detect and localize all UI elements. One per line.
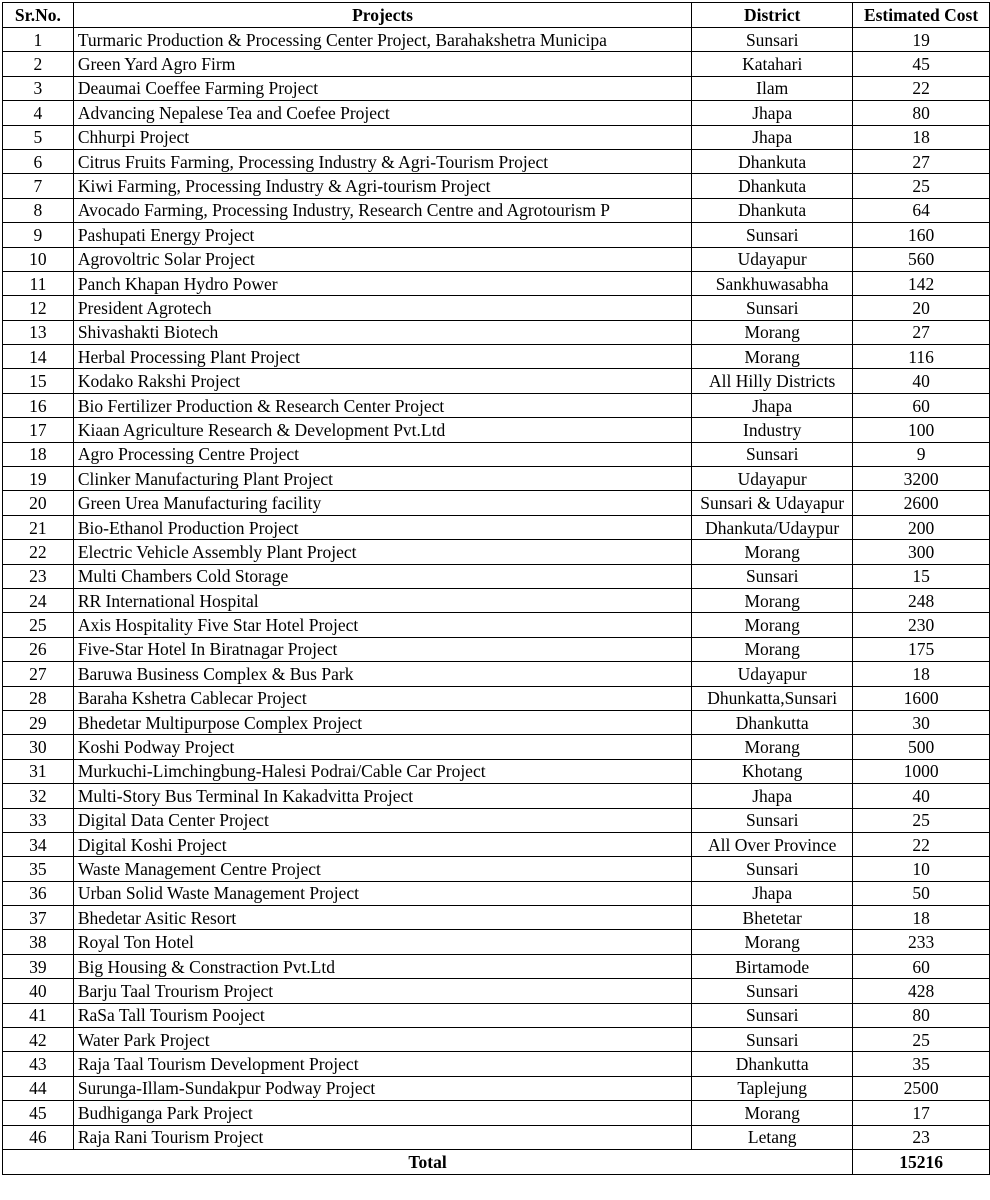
cell-project: Multi Chambers Cold Storage (73, 564, 691, 588)
cell-project: Green Urea Manufacturing facility (73, 491, 691, 515)
cell-district: Jhapa (692, 125, 853, 149)
cell-estimated-cost: 300 (853, 540, 990, 564)
table-row (3, 149, 990, 173)
cell-estimated-cost: 60 (853, 954, 990, 978)
table-row (3, 1125, 990, 1149)
cell-project: Murkuchi-Limchingbung-Halesi Podrai/Cable Car Project (73, 759, 691, 783)
cell-project: Raja Rani Tourism Project (73, 1125, 691, 1149)
cell-district: Morang (692, 930, 853, 954)
cell-sr-no: 24 (3, 588, 74, 612)
cell-district: All Hilly Districts (692, 369, 853, 393)
table-row (3, 247, 990, 271)
cell-estimated-cost: 100 (853, 418, 990, 442)
cell-project: President Agrotech (73, 296, 691, 320)
cell-project: Herbal Processing Plant Project (73, 345, 691, 369)
cell-estimated-cost: 248 (853, 588, 990, 612)
cell-project: Kodako Rakshi Project (73, 369, 691, 393)
cell-sr-no: 39 (3, 954, 74, 978)
cell-sr-no: 40 (3, 979, 74, 1003)
cell-sr-no: 15 (3, 369, 74, 393)
cell-district: Morang (692, 345, 853, 369)
cell-sr-no: 20 (3, 491, 74, 515)
cell-district: Dhankuta (692, 198, 853, 222)
cell-estimated-cost: 18 (853, 662, 990, 686)
cell-estimated-cost: 45 (853, 52, 990, 76)
cell-estimated-cost: 2500 (853, 1076, 990, 1100)
table-body (3, 28, 990, 1150)
cell-estimated-cost: 40 (853, 784, 990, 808)
cell-project: Panch Khapan Hydro Power (73, 271, 691, 295)
cell-project: Multi-Story Bus Terminal In Kakadvitta Project (73, 784, 691, 808)
table-row (3, 393, 990, 417)
cell-district: Taplejung (692, 1076, 853, 1100)
cell-project: Water Park Project (73, 1028, 691, 1052)
cell-project: Electric Vehicle Assembly Plant Project (73, 540, 691, 564)
cell-sr-no: 36 (3, 881, 74, 905)
cell-project: Avocado Farming, Processing Industry, Research Centre and Agrotourism P (73, 198, 691, 222)
cell-estimated-cost: 233 (853, 930, 990, 954)
table-row (3, 906, 990, 930)
cell-sr-no: 28 (3, 686, 74, 710)
cell-sr-no: 11 (3, 271, 74, 295)
table-row (3, 710, 990, 734)
table-row (3, 467, 990, 491)
cell-estimated-cost: 142 (853, 271, 990, 295)
cell-estimated-cost: 1600 (853, 686, 990, 710)
cell-estimated-cost: 3200 (853, 467, 990, 491)
cell-estimated-cost: 10 (853, 857, 990, 881)
cell-sr-no: 38 (3, 930, 74, 954)
table-row (3, 979, 990, 1003)
cell-sr-no: 18 (3, 442, 74, 466)
cell-project: Shivashakti Biotech (73, 320, 691, 344)
table-row (3, 1028, 990, 1052)
cell-estimated-cost: 23 (853, 1125, 990, 1149)
cell-project: Pashupati Energy Project (73, 223, 691, 247)
cell-estimated-cost: 18 (853, 906, 990, 930)
cell-sr-no: 42 (3, 1028, 74, 1052)
cell-estimated-cost: 80 (853, 1003, 990, 1027)
cell-project: Urban Solid Waste Management Project (73, 881, 691, 905)
cell-sr-no: 22 (3, 540, 74, 564)
table-row (3, 52, 990, 76)
cell-district: Sunsari (692, 979, 853, 1003)
cell-sr-no: 12 (3, 296, 74, 320)
cell-estimated-cost: 25 (853, 808, 990, 832)
cell-sr-no: 25 (3, 613, 74, 637)
cell-district: Sankhuwasabha (692, 271, 853, 295)
table-row (3, 857, 990, 881)
cell-sr-no: 34 (3, 832, 74, 856)
cell-district: Morang (692, 588, 853, 612)
cell-project: Citrus Fruits Farming, Processing Industry & Agri-Tourism Project (73, 149, 691, 173)
cell-estimated-cost: 500 (853, 735, 990, 759)
cell-district: Morang (692, 613, 853, 637)
cell-project: Green Yard Agro Firm (73, 52, 691, 76)
cell-project: Agro Processing Centre Project (73, 442, 691, 466)
cell-project: RaSa Tall Tourism Pooject (73, 1003, 691, 1027)
cell-estimated-cost: 560 (853, 247, 990, 271)
table-row (3, 784, 990, 808)
cell-district: Dhankutta (692, 1052, 853, 1076)
cell-estimated-cost: 1000 (853, 759, 990, 783)
table-row (3, 686, 990, 710)
cell-district: Udayapur (692, 662, 853, 686)
cell-district: Morang (692, 735, 853, 759)
cell-estimated-cost: 27 (853, 149, 990, 173)
table-row (3, 662, 990, 686)
table-row (3, 515, 990, 539)
cell-district: Udayapur (692, 467, 853, 491)
cell-project: Digital Koshi Project (73, 832, 691, 856)
cell-district: Sunsari (692, 1028, 853, 1052)
cell-district: Dhankutta (692, 710, 853, 734)
cell-sr-no: 6 (3, 149, 74, 173)
cell-project: Digital Data Center Project (73, 808, 691, 832)
cell-sr-no: 2 (3, 52, 74, 76)
table-row (3, 954, 990, 978)
cell-district: Sunsari (692, 442, 853, 466)
cell-estimated-cost: 19 (853, 28, 990, 52)
cell-district: Dhunkatta,Sunsari (692, 686, 853, 710)
cell-sr-no: 14 (3, 345, 74, 369)
cell-estimated-cost: 9 (853, 442, 990, 466)
cell-district: Jhapa (692, 881, 853, 905)
cell-sr-no: 37 (3, 906, 74, 930)
cell-estimated-cost: 200 (853, 515, 990, 539)
cell-estimated-cost: 35 (853, 1052, 990, 1076)
cell-project: Barju Taal Trourism Project (73, 979, 691, 1003)
cell-project: Raja Taal Tourism Development Project (73, 1052, 691, 1076)
cell-estimated-cost: 40 (853, 369, 990, 393)
cell-sr-no: 7 (3, 174, 74, 198)
table-row (3, 320, 990, 344)
cell-district: Dhankuta (692, 174, 853, 198)
cell-estimated-cost: 22 (853, 832, 990, 856)
cell-project: Waste Management Centre Project (73, 857, 691, 881)
total-label: Total (3, 1149, 853, 1174)
table-row (3, 1003, 990, 1027)
header-projects: Projects (73, 3, 691, 28)
cell-project: Five-Star Hotel In Biratnagar Project (73, 637, 691, 661)
cell-estimated-cost: 80 (853, 101, 990, 125)
cell-sr-no: 13 (3, 320, 74, 344)
cell-district: Morang (692, 320, 853, 344)
cell-project: Bhedetar Asitic Resort (73, 906, 691, 930)
cell-sr-no: 17 (3, 418, 74, 442)
cell-district: Udayapur (692, 247, 853, 271)
cell-sr-no: 10 (3, 247, 74, 271)
cell-sr-no: 29 (3, 710, 74, 734)
cell-district: Sunsari (692, 808, 853, 832)
table-row (3, 881, 990, 905)
cell-project: Advancing Nepalese Tea and Coefee Project (73, 101, 691, 125)
table-row (3, 1101, 990, 1125)
cell-sr-no: 4 (3, 101, 74, 125)
cell-estimated-cost: 116 (853, 345, 990, 369)
cell-estimated-cost: 25 (853, 174, 990, 198)
cell-district: Katahari (692, 52, 853, 76)
table-row (3, 271, 990, 295)
cell-district: Industry (692, 418, 853, 442)
cell-district: Bhetetar (692, 906, 853, 930)
cell-sr-no: 35 (3, 857, 74, 881)
cell-sr-no: 19 (3, 467, 74, 491)
cell-project: Kiwi Farming, Processing Industry & Agri-tourism Project (73, 174, 691, 198)
header-estimated-cost: Estimated Cost (853, 3, 990, 28)
cell-estimated-cost: 18 (853, 125, 990, 149)
cell-sr-no: 16 (3, 393, 74, 417)
table-row (3, 174, 990, 198)
header-sr-no: Sr.No. (3, 3, 74, 28)
cell-project: RR International Hospital (73, 588, 691, 612)
cell-district: Dhankuta/Udaypur (692, 515, 853, 539)
cell-estimated-cost: 27 (853, 320, 990, 344)
cell-project: Bio Fertilizer Production & Research Center Project (73, 393, 691, 417)
table-row (3, 540, 990, 564)
cell-sr-no: 23 (3, 564, 74, 588)
cell-estimated-cost: 17 (853, 1101, 990, 1125)
table-row (3, 125, 990, 149)
cell-district: Jhapa (692, 393, 853, 417)
cell-district: All Over Province (692, 832, 853, 856)
cell-estimated-cost: 25 (853, 1028, 990, 1052)
cell-sr-no: 26 (3, 637, 74, 661)
cell-district: Khotang (692, 759, 853, 783)
cell-project: Turmaric Production & Processing Center Project, Barahakshetra Municipa (73, 28, 691, 52)
header-row (3, 3, 990, 28)
cell-estimated-cost: 20 (853, 296, 990, 320)
cell-project: Baraha Kshetra Cablecar Project (73, 686, 691, 710)
cell-sr-no: 9 (3, 223, 74, 247)
cell-estimated-cost: 64 (853, 198, 990, 222)
cell-sr-no: 45 (3, 1101, 74, 1125)
table-row (3, 76, 990, 100)
cell-project: Deaumai Coeffee Farming Project (73, 76, 691, 100)
cell-estimated-cost: 230 (853, 613, 990, 637)
cell-sr-no: 33 (3, 808, 74, 832)
cell-sr-no: 46 (3, 1125, 74, 1149)
table-row (3, 198, 990, 222)
cell-project: Bhedetar Multipurpose Complex Project (73, 710, 691, 734)
table-row (3, 101, 990, 125)
table-row (3, 613, 990, 637)
projects-table (2, 2, 990, 1175)
cell-district: Sunsari (692, 28, 853, 52)
total-value: 15216 (853, 1149, 990, 1174)
table-row (3, 345, 990, 369)
cell-project: Chhurpi Project (73, 125, 691, 149)
cell-estimated-cost: 50 (853, 881, 990, 905)
cell-district: Sunsari (692, 564, 853, 588)
cell-sr-no: 31 (3, 759, 74, 783)
table-row (3, 588, 990, 612)
cell-project: Clinker Manufacturing Plant Project (73, 467, 691, 491)
total-row (3, 1149, 990, 1174)
table-row (3, 296, 990, 320)
cell-estimated-cost: 175 (853, 637, 990, 661)
cell-project: Surunga-Illam-Sundakpur Podway Project (73, 1076, 691, 1100)
cell-estimated-cost: 160 (853, 223, 990, 247)
cell-district: Jhapa (692, 101, 853, 125)
table-row (3, 930, 990, 954)
cell-project: Agrovoltric Solar Project (73, 247, 691, 271)
table-row (3, 28, 990, 52)
table-row (3, 564, 990, 588)
cell-project: Royal Ton Hotel (73, 930, 691, 954)
table-row (3, 491, 990, 515)
cell-sr-no: 1 (3, 28, 74, 52)
table-row (3, 832, 990, 856)
table-row (3, 418, 990, 442)
cell-project: Axis Hospitality Five Star Hotel Project (73, 613, 691, 637)
cell-project: Koshi Podway Project (73, 735, 691, 759)
header-district: District (692, 3, 853, 28)
cell-district: Dhankuta (692, 149, 853, 173)
cell-project: Kiaan Agriculture Research & Development Pvt.Ltd (73, 418, 691, 442)
cell-estimated-cost: 60 (853, 393, 990, 417)
cell-sr-no: 32 (3, 784, 74, 808)
cell-sr-no: 5 (3, 125, 74, 149)
table-row (3, 1052, 990, 1076)
cell-project: Baruwa Business Complex & Bus Park (73, 662, 691, 686)
cell-district: Jhapa (692, 784, 853, 808)
cell-sr-no: 3 (3, 76, 74, 100)
cell-district: Morang (692, 1101, 853, 1125)
cell-district: Sunsari & Udayapur (692, 491, 853, 515)
cell-district: Sunsari (692, 857, 853, 881)
table-row (3, 369, 990, 393)
table-row (3, 735, 990, 759)
table-row (3, 442, 990, 466)
cell-sr-no: 43 (3, 1052, 74, 1076)
cell-district: Birtamode (692, 954, 853, 978)
cell-project: Bio-Ethanol Production Project (73, 515, 691, 539)
cell-district: Morang (692, 540, 853, 564)
cell-estimated-cost: 428 (853, 979, 990, 1003)
cell-estimated-cost: 22 (853, 76, 990, 100)
cell-district: Letang (692, 1125, 853, 1149)
cell-district: Sunsari (692, 223, 853, 247)
table-row (3, 637, 990, 661)
cell-district: Ilam (692, 76, 853, 100)
table-row (3, 223, 990, 247)
cell-district: Morang (692, 637, 853, 661)
table-row (3, 759, 990, 783)
cell-estimated-cost: 2600 (853, 491, 990, 515)
table-row (3, 1076, 990, 1100)
cell-sr-no: 8 (3, 198, 74, 222)
cell-project: Budhiganga Park Project (73, 1101, 691, 1125)
cell-district: Sunsari (692, 296, 853, 320)
cell-project: Big Housing & Constraction Pvt.Ltd (73, 954, 691, 978)
cell-sr-no: 44 (3, 1076, 74, 1100)
cell-sr-no: 41 (3, 1003, 74, 1027)
cell-sr-no: 21 (3, 515, 74, 539)
cell-district: Sunsari (692, 1003, 853, 1027)
cell-estimated-cost: 15 (853, 564, 990, 588)
cell-estimated-cost: 30 (853, 710, 990, 734)
cell-sr-no: 30 (3, 735, 74, 759)
table-row (3, 808, 990, 832)
cell-sr-no: 27 (3, 662, 74, 686)
